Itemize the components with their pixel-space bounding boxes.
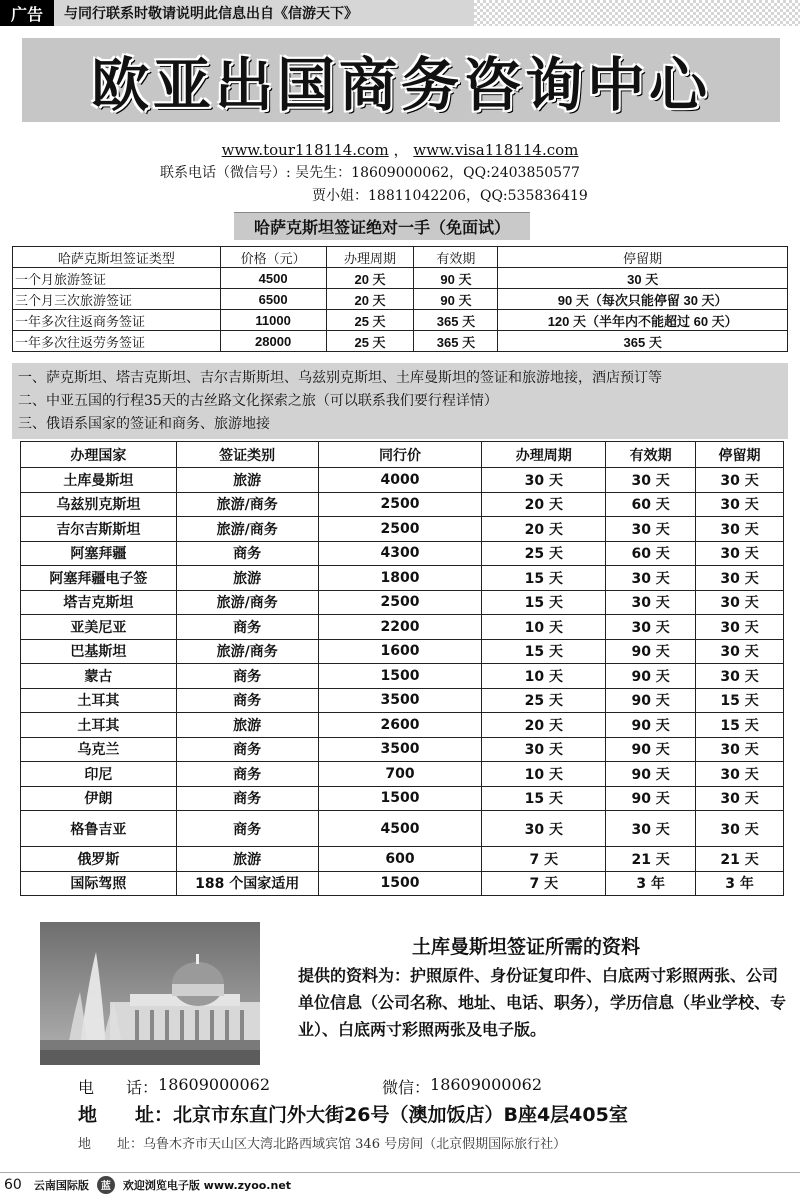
table-cell: 商务 [176, 541, 318, 566]
table-row [21, 847, 784, 872]
table-cell: 一年多次往返商务签证 [13, 310, 221, 331]
palace-fountain-image [40, 922, 260, 1065]
table-cell: 30 天 [696, 615, 784, 640]
table-cell: 旅游 [176, 468, 318, 493]
table-cell: 一年多次往返劳务签证 [13, 331, 221, 352]
browse-link[interactable]: 欢迎浏览电子版 www.zyoo.net [122, 1178, 292, 1192]
table-cell: 旅游/商务 [176, 639, 318, 664]
table-cell: 28000 [220, 331, 326, 352]
page-title: 欧亚出国商务咨询中心 [90, 51, 711, 119]
decorative-pattern [474, 0, 800, 26]
table-cell: 15 天 [482, 590, 606, 615]
table-cell: 1500 [318, 871, 482, 896]
table-cell: 20 天 [326, 268, 414, 289]
table-row [21, 492, 784, 517]
header-cell: 哈萨克斯坦签证类型 [13, 247, 221, 268]
table-cell: 30 天 [696, 811, 784, 847]
service-notes [12, 363, 788, 439]
requirements-title: 土库曼斯坦签证所需的资料 [412, 936, 641, 958]
table-cell: 15 天 [696, 688, 784, 713]
table-cell: 4500 [318, 811, 482, 847]
url-separator: ， [393, 141, 409, 159]
title-banner [22, 38, 780, 122]
table-cell: 700 [318, 762, 482, 787]
table-cell: 10 天 [482, 615, 606, 640]
table-cell: 土耳其 [21, 713, 177, 738]
website-link-tour[interactable]: www.tour118114.com [221, 141, 389, 159]
table-cell: 90 天 [606, 786, 696, 811]
table-cell: 30 天 [606, 468, 696, 493]
table-cell: 20 天 [482, 713, 606, 738]
table-cell: 商务 [176, 737, 318, 762]
header-cell: 有效期 [606, 442, 696, 468]
address-row-beijing [78, 1100, 628, 1127]
address-beijing: 北京市东直门外大街26号（澳加饭店）B座4层405室 [173, 1104, 628, 1126]
requirements-text: 提供的资料为：护照原件、身份证复印件、白底两寸彩照两张、公司单位信息（公司名称、地址、电话、职务），学历信息（毕业学校、专业）、白底两寸彩照两张及电子版。 [298, 966, 787, 1039]
table-cell: 4000 [318, 468, 482, 493]
table-cell: 600 [318, 847, 482, 872]
table-cell: 10 天 [482, 762, 606, 787]
table-cell: 旅游 [176, 847, 318, 872]
table-cell: 25 天 [326, 310, 414, 331]
table-cell: 15 天 [482, 566, 606, 591]
header-cell: 价格（元） [220, 247, 326, 268]
table-cell: 2600 [318, 713, 482, 738]
table-cell: 10 天 [482, 664, 606, 689]
table-cell: 乌兹别克斯坦 [21, 492, 177, 517]
table-cell: 1500 [318, 664, 482, 689]
table-cell: 90 天 [606, 713, 696, 738]
address-label: 地 址： [78, 1104, 174, 1126]
table-cell: 20 天 [326, 289, 414, 310]
table-cell: 3 年 [696, 871, 784, 896]
header-cell: 同行价 [318, 442, 482, 468]
table-row [21, 762, 784, 787]
table-row [21, 811, 784, 847]
table-cell: 30 天 [606, 811, 696, 847]
wechat-label: 微信： [382, 1078, 431, 1097]
kazakhstan-visa-heading: 哈萨克斯坦签证绝对一手（免面试） [234, 212, 530, 240]
table-cell: 国际驾照 [21, 871, 177, 896]
website-links [0, 139, 800, 160]
table-cell: 90 天 [414, 268, 498, 289]
table-cell: 30 天 [696, 566, 784, 591]
table-row [21, 468, 784, 493]
table-cell: 3500 [318, 737, 482, 762]
address-urumqi: 乌鲁木齐市天山区大湾北路西域宾馆 346 号房间（北京假期国际旅行社） [143, 1137, 567, 1152]
table-cell: 阿塞拜疆 [21, 541, 177, 566]
address-label: 地 址： [78, 1137, 144, 1152]
table-cell: 2500 [318, 517, 482, 542]
table-cell: 2500 [318, 492, 482, 517]
table-row [21, 713, 784, 738]
table-row [21, 664, 784, 689]
table-cell: 30 天 [498, 268, 788, 289]
table-cell: 90 天 [606, 639, 696, 664]
table-cell: 20 天 [482, 517, 606, 542]
table-cell: 15 天 [482, 786, 606, 811]
table-cell: 2500 [318, 590, 482, 615]
table-row [21, 871, 784, 896]
page-footer [0, 1172, 800, 1196]
table-cell: 365 天 [414, 310, 498, 331]
table-cell: 188 个国家适用 [176, 871, 318, 896]
note-line: 二、中亚五国的行程35天的古丝路文化探索之旅（可以联系我们要行程详情） [18, 393, 498, 409]
header-cell: 办理周期 [326, 247, 414, 268]
table-cell: 3500 [318, 688, 482, 713]
table-cell: 30 天 [696, 590, 784, 615]
table-cell: 旅游/商务 [176, 492, 318, 517]
table-cell: 4300 [318, 541, 482, 566]
table-cell: 商务 [176, 664, 318, 689]
table-row [21, 737, 784, 762]
table-cell: 旅游/商务 [176, 590, 318, 615]
table-cell: 6500 [220, 289, 326, 310]
address-row-urumqi [78, 1133, 566, 1152]
table-cell: 商务 [176, 786, 318, 811]
table-cell: 商务 [176, 688, 318, 713]
table-cell: 商务 [176, 615, 318, 640]
wechat-id: 18609000062 [430, 1075, 542, 1094]
edition-name: 云南国际版 [33, 1178, 89, 1192]
table-cell: 吉尔吉斯斯坦 [21, 517, 177, 542]
table-row [21, 590, 784, 615]
kazakhstan-visa-table [12, 246, 788, 352]
table-cell: 90 天（每次只能停留 30 天） [498, 289, 788, 310]
table-row [21, 566, 784, 591]
table-cell: 塔吉克斯坦 [21, 590, 177, 615]
source-notice: 与同行联系时敬请说明此信息出自《信游天下》 [54, 0, 474, 26]
table-cell: 土耳其 [21, 688, 177, 713]
phone-label: 电 话： [78, 1078, 159, 1097]
table-cell: 1600 [318, 639, 482, 664]
table-cell: 90 天 [606, 688, 696, 713]
table-row [21, 517, 784, 542]
note-line: 一、萨克斯坦、塔吉克斯坦、吉尔吉斯斯坦、乌兹别克斯坦、土库曼斯坦的签证和旅游地接，酒店预订等 [18, 370, 662, 386]
table-cell: 365 天 [414, 331, 498, 352]
table-cell: 30 天 [696, 517, 784, 542]
table-cell: 21 天 [696, 847, 784, 872]
table-cell: 俄罗斯 [21, 847, 177, 872]
table-cell: 20 天 [482, 492, 606, 517]
table-cell: 90 天 [606, 762, 696, 787]
table-cell: 3 年 [606, 871, 696, 896]
header-cell: 办理国家 [21, 442, 177, 468]
header-cell: 停留期 [696, 442, 784, 468]
header-cell: 办理周期 [482, 442, 606, 468]
header-cell: 停留期 [498, 247, 788, 268]
table-row [21, 639, 784, 664]
table-cell: 15 天 [696, 713, 784, 738]
table-cell: 旅游 [176, 713, 318, 738]
table-cell: 格鲁吉亚 [21, 811, 177, 847]
table-cell: 30 天 [696, 762, 784, 787]
contact-line-2: 贾小姐：18811042206，QQ:535836419 [312, 188, 588, 204]
table-cell: 30 天 [482, 468, 606, 493]
table-cell: 土库曼斯坦 [21, 468, 177, 493]
table-cell: 阿塞拜疆电子签 [21, 566, 177, 591]
table-row [13, 289, 788, 310]
table-cell: 365 天 [498, 331, 788, 352]
website-link-visa[interactable]: www.visa118114.com [413, 141, 579, 159]
table-cell: 30 天 [482, 737, 606, 762]
table-cell: 30 天 [606, 590, 696, 615]
table-row [21, 786, 784, 811]
table-cell: 60 天 [606, 492, 696, 517]
table-row [13, 331, 788, 352]
ad-tag: 广告 [0, 0, 54, 26]
table-cell: 蒙古 [21, 664, 177, 689]
table-cell: 25 天 [326, 331, 414, 352]
contact-line-1: 联系电话（微信号）: 吴先生：18609000062，QQ:2403850577 [160, 165, 580, 181]
table-cell: 15 天 [482, 639, 606, 664]
table-cell: 11000 [220, 310, 326, 331]
table-cell: 30 天 [482, 811, 606, 847]
table-cell: 30 天 [696, 468, 784, 493]
phone-number: 18609000062 [158, 1075, 270, 1094]
table-cell: 伊朗 [21, 786, 177, 811]
table-cell: 商务 [176, 811, 318, 847]
table-cell: 90 天 [606, 664, 696, 689]
note-line: 三、俄语系国家的签证和商务、旅游地接 [18, 416, 270, 432]
header-cell: 签证类别 [176, 442, 318, 468]
table-cell: 25 天 [482, 688, 606, 713]
table-header-row [13, 247, 788, 268]
table-cell: 4500 [220, 268, 326, 289]
table-cell: 30 天 [696, 492, 784, 517]
table-cell: 一个月旅游签证 [13, 268, 221, 289]
table-cell: 三个月三次旅游签证 [13, 289, 221, 310]
table-cell: 30 天 [606, 615, 696, 640]
table-cell: 旅游/商务 [176, 517, 318, 542]
table-row [13, 310, 788, 331]
table-cell: 商务 [176, 762, 318, 787]
building-photo [40, 922, 260, 1065]
table-cell: 7 天 [482, 847, 606, 872]
publication-logo-icon: 蓝 [97, 1176, 115, 1194]
table-cell: 7 天 [482, 871, 606, 896]
table-row [13, 268, 788, 289]
header-cell: 有效期 [414, 247, 498, 268]
page-number: 60 [4, 1176, 22, 1193]
table-row [21, 541, 784, 566]
table-row [21, 688, 784, 713]
table-cell: 1500 [318, 786, 482, 811]
table-cell: 25 天 [482, 541, 606, 566]
table-cell: 30 天 [606, 517, 696, 542]
table-cell: 30 天 [696, 541, 784, 566]
table-cell: 2200 [318, 615, 482, 640]
table-cell: 印尼 [21, 762, 177, 787]
table-cell: 60 天 [606, 541, 696, 566]
table-cell: 亚美尼亚 [21, 615, 177, 640]
top-ad-strip [0, 0, 800, 26]
table-cell: 30 天 [696, 786, 784, 811]
table-cell: 90 天 [414, 289, 498, 310]
phone-row [78, 1075, 542, 1098]
table-cell: 21 天 [606, 847, 696, 872]
table-header-row [21, 442, 784, 468]
table-cell: 120 天（半年内不能超过 60 天） [498, 310, 788, 331]
visa-price-table [20, 441, 784, 896]
table-cell: 90 天 [606, 737, 696, 762]
table-cell: 1800 [318, 566, 482, 591]
table-cell: 旅游 [176, 566, 318, 591]
table-cell: 30 天 [696, 737, 784, 762]
table-cell: 巴基斯坦 [21, 639, 177, 664]
table-cell: 30 天 [696, 639, 784, 664]
table-cell: 乌克兰 [21, 737, 177, 762]
table-cell: 30 天 [606, 566, 696, 591]
table-cell: 30 天 [696, 664, 784, 689]
table-row [21, 615, 784, 640]
